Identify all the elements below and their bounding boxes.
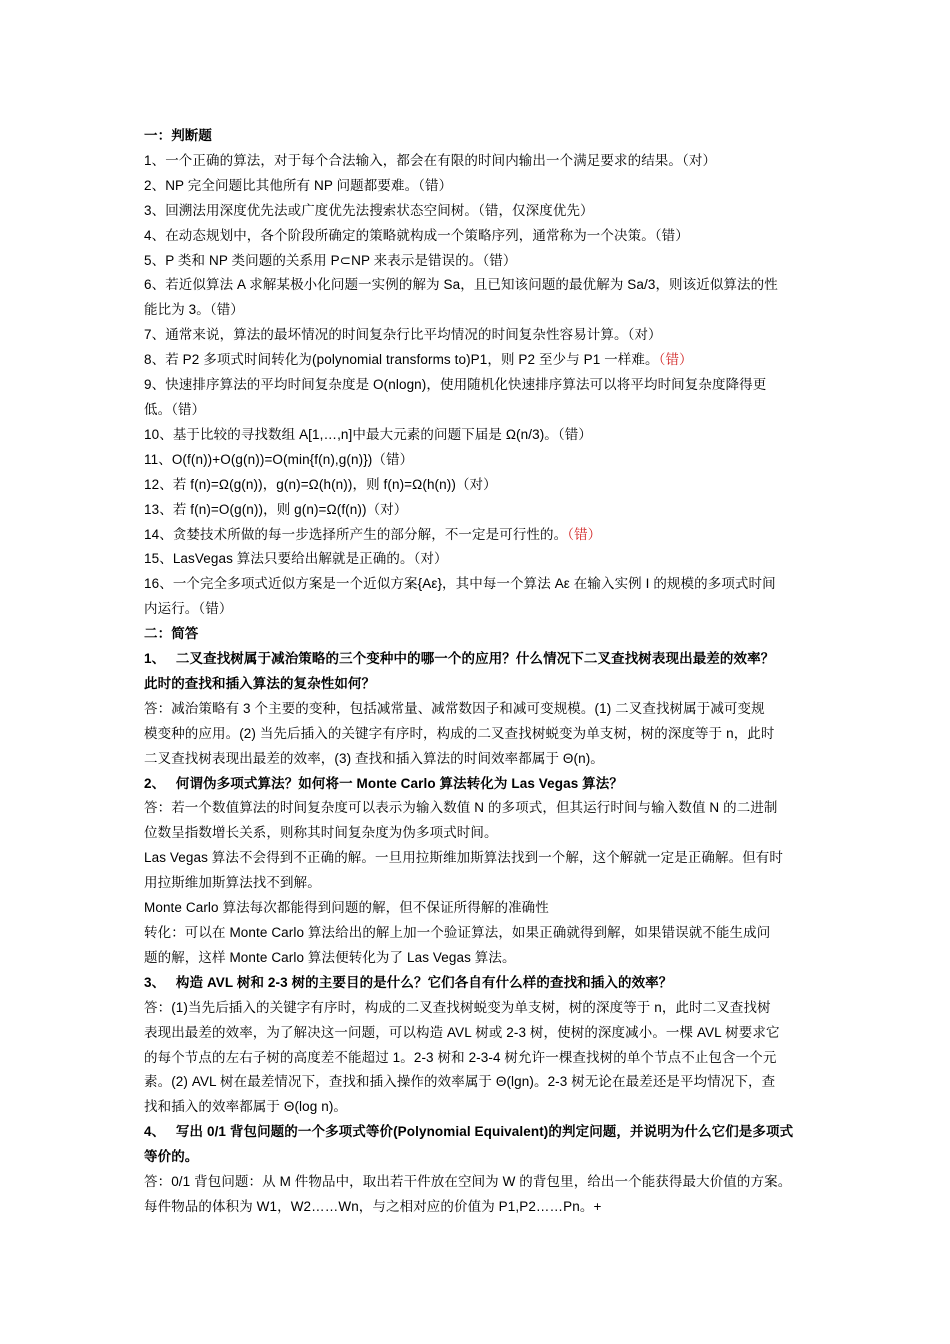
- line-text: 答：(1)当先后插入的关键字有序时，构成的二叉查找树蜕变为单支树，树的深度等于 n，此时二叉查找树: [144, 999, 771, 1015]
- question-line: [144, 1145, 824, 1170]
- line-text: 1、 二叉查找树属于减治策略的三个变种中的哪一个的应用？什么情况下二叉查找树表现出最差的效率？: [144, 651, 775, 667]
- line-text: 10、基于比较的寻找数组 A[1,…,n]中最大元素的问题下届是 Ω(n/3)。（错）: [144, 426, 592, 442]
- section-heading: [144, 124, 824, 149]
- line-text: 能比为 3。（错）: [144, 302, 244, 318]
- judgment-item: [144, 298, 824, 323]
- line-text: 低。（错）: [144, 401, 206, 417]
- answer-line: [144, 1070, 824, 1095]
- judgment-item: [144, 498, 824, 523]
- answer-line: [144, 796, 824, 821]
- judgment-item: [144, 572, 824, 597]
- line-text: 此时的查找和插入算法的复杂性如何？: [144, 675, 376, 691]
- answer-line: [144, 1021, 824, 1046]
- answer-line: [144, 871, 824, 896]
- line-text: 用拉斯维加斯算法找不到解。: [144, 875, 321, 891]
- line-text: 答：0/1 背包问题：从 M 件物品中，取出若干件放在空间为 W 的背包里，给出一个能获得最大价值的方案。: [144, 1174, 792, 1190]
- answer-mark: （错）: [567, 526, 602, 542]
- line-text: 6、若近似算法 A 求解某极小化问题一实例的解为 Sa，且已知该问题的最优解为 Sa/3，则该近似算法的性: [144, 277, 778, 293]
- judgment-item: [144, 547, 824, 572]
- answer-line: [144, 896, 824, 921]
- answer-line: [144, 1195, 824, 1220]
- question-line: [144, 672, 824, 697]
- judgment-item: [144, 249, 824, 274]
- answer-line: [144, 722, 824, 747]
- line-text: 8、若 P2 多项式时间转化为(polynomial transforms to)P1，则 P2 至少与 P1 一样难。: [144, 352, 659, 368]
- line-text: 答：减治策略有 3 个主要的变种，包括减常量、减常数因子和减可变规模。(1) 二叉查找树属于减可变规: [144, 700, 765, 716]
- line-text: 12、若 f(n)=Ω(g(n))，g(n)=Ω(h(n))，则 f(n)=Ω(h(n))（对）: [144, 476, 497, 492]
- line-text: 素。(2) AVL 树在最差情况下，查找和插入操作的效率属于 Θ(lgn)。2-3 树无论在最差还是平均情况下，查: [144, 1074, 776, 1090]
- judgment-item: [144, 523, 824, 548]
- line-text: 每件物品的体积为 W1，W2……Wn，与之相对应的价值为 P1,P2……Pn。+: [144, 1198, 602, 1214]
- line-text: 题的解，这样 Monte Carlo 算法便转化为了 Las Vegas 算法。: [144, 949, 516, 965]
- question-line: [144, 971, 824, 996]
- answer-line: [144, 697, 824, 722]
- line-text: 的每个节点的左右子树的高度差不能超过 1。2-3 树和 2-3-4 树允许一棵查找树的单个节点不止包含一个元: [144, 1049, 777, 1065]
- section-heading: [144, 622, 824, 647]
- judgment-item: [144, 224, 824, 249]
- judgment-item: [144, 473, 824, 498]
- line-text: 7、通常来说，算法的最坏情况的时间复杂行比平均情况的时间复杂性容易计算。（对）: [144, 327, 662, 343]
- judgment-item: [144, 423, 824, 448]
- line-text: 11、O(f(n))+O(g(n))=O(min{f(n),g(n)})（错）: [144, 451, 414, 467]
- judgment-item: [144, 348, 824, 373]
- judgment-item: [144, 597, 824, 622]
- judgment-item: [144, 398, 824, 423]
- judgment-item: [144, 174, 824, 199]
- line-text: 1、一个正确的算法，对于每个合法输入，都会在有限的时间内输出一个满足要求的结果。（对）: [144, 152, 717, 168]
- judgment-item: [144, 448, 824, 473]
- line-text: 9、快速排序算法的平均时间复杂度是 O(nlogn)，使用随机化快速排序算法可以将平均时间复杂度降得更: [144, 377, 767, 393]
- line-text: 二：简答: [144, 626, 199, 642]
- answer-line: [144, 747, 824, 772]
- answer-line: [144, 1046, 824, 1071]
- line-text: 5、P 类和 NP 类问题的关系用 P⊂NP 来表示是错误的。（错）: [144, 252, 517, 268]
- question-line: [144, 1120, 824, 1145]
- question-line: [144, 647, 824, 672]
- line-text: 2、NP 完全问题比其他所有 NP 问题都要难。（错）: [144, 177, 453, 193]
- line-text: 表现出最差的效率，为了解决这一问题，可以构造 AVL 树或 2-3 树，使树的深度减小。一棵 AVL 树要求它: [144, 1024, 780, 1040]
- line-text: 13、若 f(n)=O(g(n))，则 g(n)=Ω(f(n))（对）: [144, 501, 408, 517]
- line-text: 14、贪婪技术所做的每一步选择所产生的部分解，不一定是可行性的。: [144, 526, 568, 542]
- judgment-item: [144, 323, 824, 348]
- line-text: 二叉查找树表现出最差的效率，(3) 查找和插入算法的时间效率都属于 Θ(n)。: [144, 750, 604, 766]
- question-line: [144, 772, 824, 797]
- answer-line: [144, 921, 824, 946]
- answer-mark: （错）: [658, 352, 693, 368]
- answer-line: [144, 1095, 824, 1120]
- answer-line: [144, 1170, 824, 1195]
- document-page: [144, 124, 824, 1220]
- judgment-item: [144, 373, 824, 398]
- line-text: 16、一个完全多项式近似方案是一个近似方案{Aε}，其中每一个算法 Aε 在输入实例 I 的规模的多项式时间: [144, 576, 776, 592]
- line-text: 4、 写出 0/1 背包问题的一个多项式等价(Polynomial Equivalent)的判定问题，并说明为什么它们是多项式: [144, 1124, 794, 1140]
- line-text: 4、在动态规划中，各个阶段所确定的策略就构成一个策略序列，通常称为一个决策。（错）: [144, 227, 689, 243]
- line-text: 15、LasVegas 算法只要给出解就是正确的。（对）: [144, 551, 448, 567]
- line-text: 模变种的应用。(2) 当先后插入的关键字有序时，构成的二叉查找树蜕变为单支树，树的深度等于 n，此时: [144, 725, 775, 741]
- line-text: 内运行。（错）: [144, 601, 233, 617]
- line-text: 3、回溯法用深度优先法或广度优先法搜索状态空间树。（错，仅深度优先）: [144, 202, 594, 218]
- line-text: 转化：可以在 Monte Carlo 算法给出的解上加一个验证算法，如果正确就得到解，如果错误就不能生成问: [144, 925, 771, 940]
- judgment-item: [144, 149, 824, 174]
- line-text: 等价的。: [144, 1149, 199, 1165]
- answer-line: [144, 821, 824, 846]
- line-text: Las Vegas 算法不会得到不正确的解。一旦用拉斯维加斯算法找到一个解，这个解就一定是正确解。但有时: [144, 850, 783, 866]
- line-text: 找和插入的效率都属于 Θ(log n)。: [144, 1099, 348, 1115]
- judgment-item: [144, 273, 824, 298]
- line-text: Monte Carlo 算法每次都能得到问题的解，但不保证所得解的准确性: [144, 900, 549, 916]
- judgment-item: [144, 199, 824, 224]
- line-text: 3、 构造 AVL 树和 2-3 树的主要目的是什么？它们各自有什么样的查找和插入的效率？: [144, 974, 673, 990]
- answer-line: [144, 996, 824, 1021]
- answer-line: [144, 846, 824, 871]
- line-text: 2、 何谓伪多项式算法？如何将一 Monte Carlo 算法转化为 Las Vegas 算法？: [144, 775, 623, 791]
- line-text: 位数呈指数增长关系，则称其时间复杂度为伪多项式时间。: [144, 825, 498, 841]
- line-text: 一：判断题: [144, 128, 212, 143]
- answer-line: [144, 946, 824, 971]
- line-text: 答：若一个数值算法的时间复杂度可以表示为输入数值 N 的多项式，但其运行时间与输入数值 N 的二进制: [144, 800, 778, 816]
